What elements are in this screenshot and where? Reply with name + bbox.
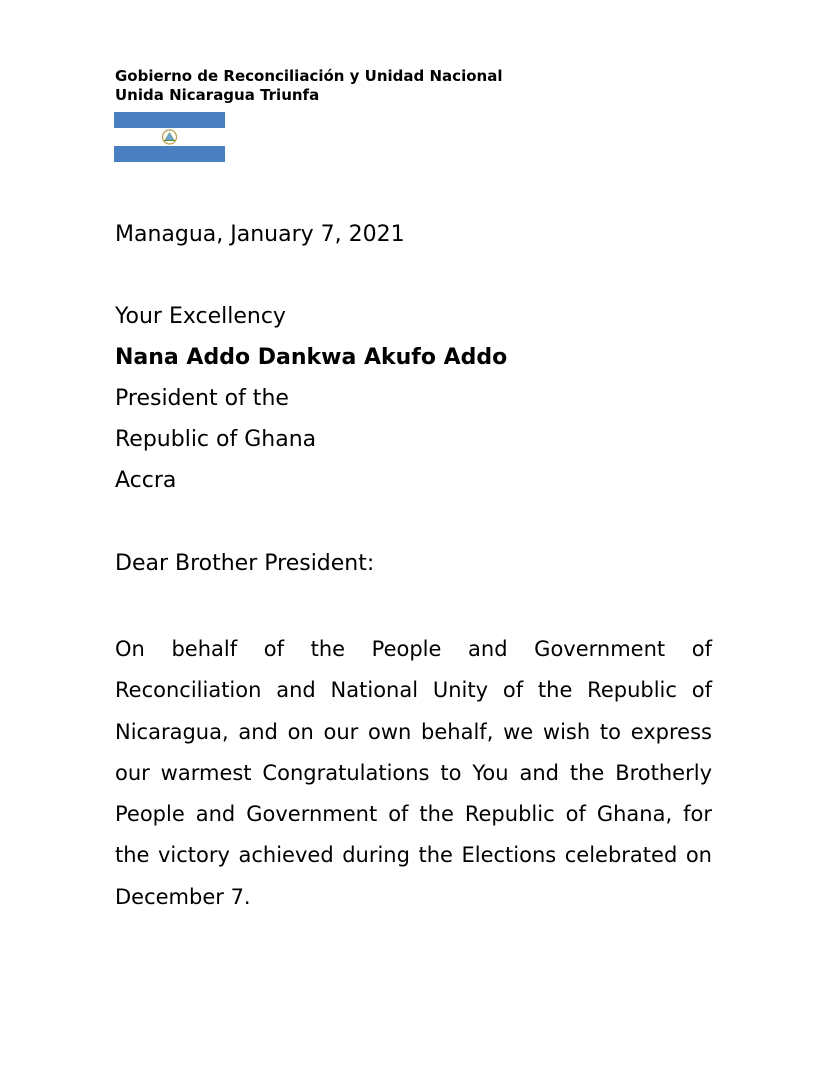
greeting: Dear Brother President: [115,551,375,576]
date-line: Managua, January 7, 2021 [115,222,405,247]
body-line: People and Government of the Republic of Ghana, for [115,802,712,827]
recipient-role-line-1: President of the [115,386,289,411]
letterhead-slogan: Unida Nicaragua Triunfa [115,86,320,104]
body-line: Reconciliation and National Unity of the Republic of [115,678,712,703]
body-line: the victory achieved during the Elections celebrated on [115,843,712,868]
letterhead-government-name: Gobierno de Reconciliación y Unidad Nacional [115,67,503,85]
body-line: On behalf of the People and Government of [115,637,712,661]
recipient-city: Accra [115,468,177,493]
body-line: our warmest Congratulations to You and the Brotherly [115,760,712,785]
nicaragua-flag-icon [114,112,225,162]
recipient-name: Nana Addo Dankwa Akufo Addo [115,345,508,370]
salutation-title: Your Excellency [115,304,286,329]
recipient-role-line-2: Republic of Ghana [115,427,317,452]
letter-body-paragraph [115,629,712,918]
body-line: December 7. [115,884,251,909]
body-line: Nicaragua, and on our own behalf, we wish to express [115,719,712,744]
letterhead [115,67,502,105]
